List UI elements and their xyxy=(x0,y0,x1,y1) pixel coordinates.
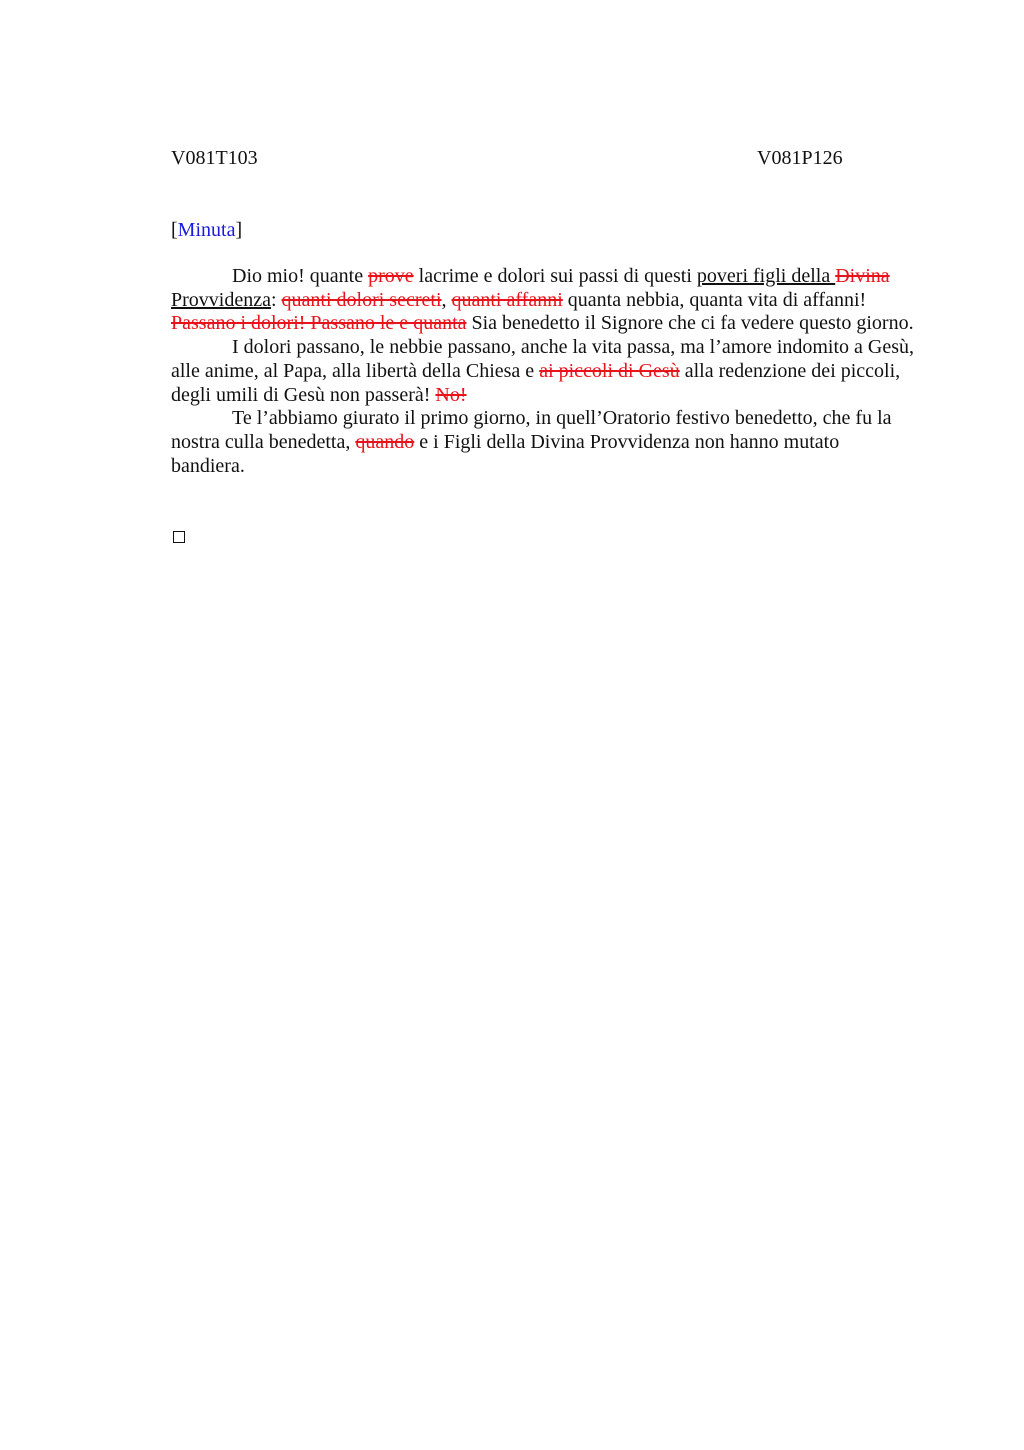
deleted-text: quanti affanni xyxy=(451,288,563,311)
deleted-text: Divina xyxy=(835,265,890,287)
paragraph xyxy=(171,407,917,478)
text-run: , xyxy=(441,288,452,311)
reference-code-left: V081T103 xyxy=(171,147,258,169)
deleted-text: Passano i dolori! Passano le e quanta xyxy=(171,312,467,335)
deleted-text: ai piccoli di Gesù xyxy=(539,359,680,382)
deleted-text: quanti dolori secreti xyxy=(281,288,442,311)
reference-code-right: V081P126 xyxy=(757,147,843,169)
text-run: alla redenzione dei piccoli, degli umili di Gesù non passerà! xyxy=(171,359,901,406)
underlined-text: Provvidenza xyxy=(171,288,271,311)
label-open-bracket: [ xyxy=(171,219,178,241)
text-run: Dio mio! quante xyxy=(232,265,369,287)
text-run: Sia benedetto il Signore che ci fa vedere questo giorno. xyxy=(466,312,914,335)
text-run: quanta nebbia, quanta vita di affanni! xyxy=(562,288,867,311)
text-run: lacrime e dolori sui passi di questi xyxy=(413,265,697,287)
text-run: I dolori passano, le nebbie passano, anche la vita passa, ma l’amore indomito a Gesù, alle anime, al Papa, alla libertà della Chiesa e xyxy=(171,336,915,382)
empty-square-icon xyxy=(173,531,185,543)
deleted-text: prove xyxy=(368,265,414,287)
text-run: : xyxy=(270,288,282,311)
text-run: e i Figli della Divina Provvidenza non hanno mutato bandiera. xyxy=(171,430,840,477)
section-label xyxy=(171,218,242,242)
underlined-text: poveri figli della xyxy=(696,265,836,287)
text-run: Te l’abbiamo giurato il primo giorno, in quell’Oratorio festivo benedetto, che fu la nostra culla benedetta, xyxy=(171,407,892,453)
paragraph xyxy=(171,336,917,407)
label-close-bracket: ] xyxy=(235,219,243,241)
document-body xyxy=(171,265,917,478)
paragraph xyxy=(171,265,917,336)
label-word: Minuta xyxy=(177,219,236,241)
deleted-text: No! xyxy=(435,383,467,406)
deleted-text: quando xyxy=(355,430,415,453)
